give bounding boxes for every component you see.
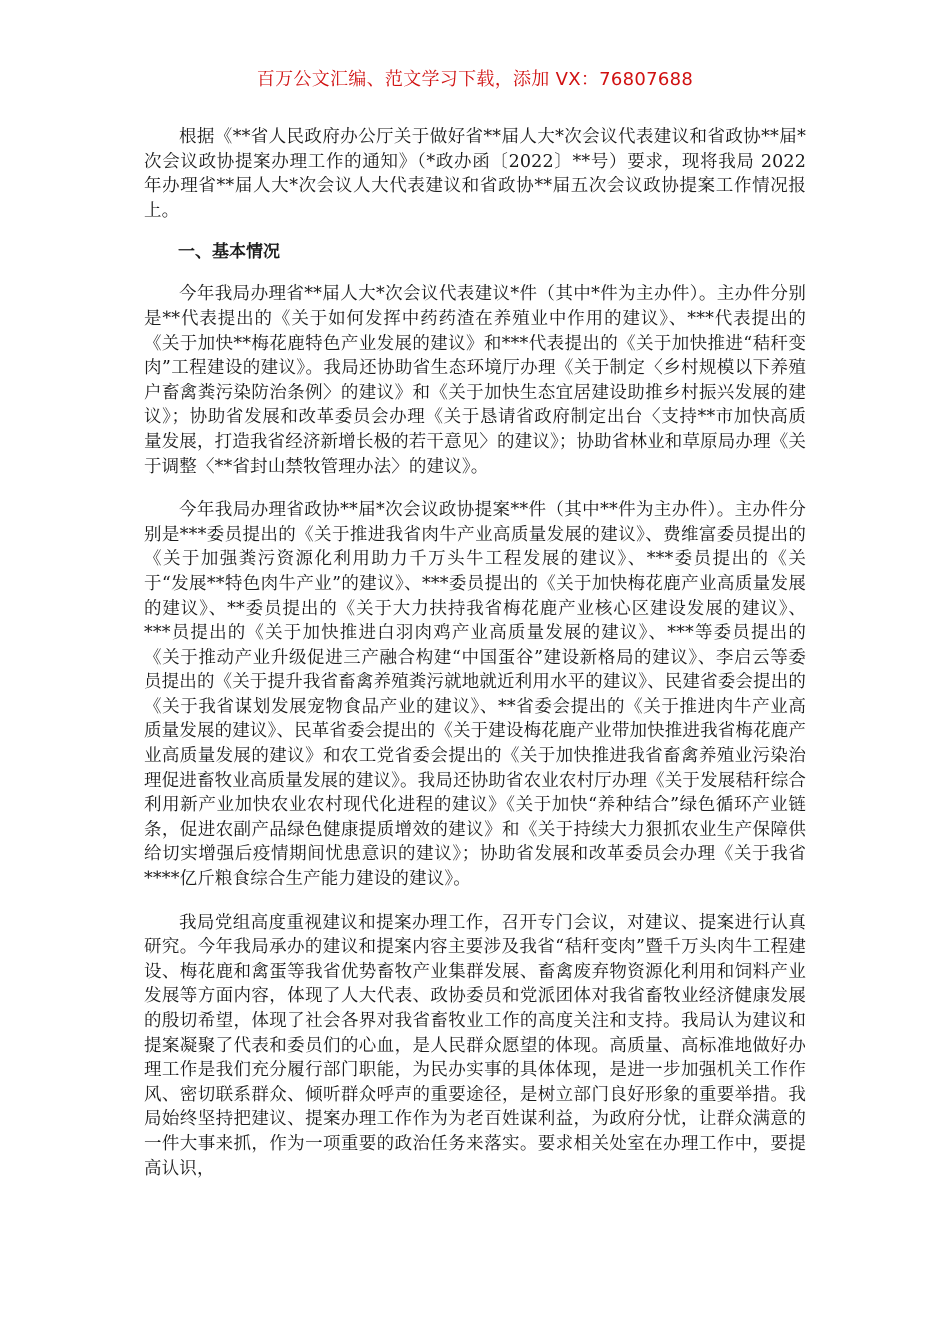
intro-paragraph: 根据《**省人民政府办公厅关于做好省**届人大*次会议代表建议和省政协**届*次会议政协提案办理工作的通知》（*政办函〔2022〕**号）要求，现将我局 2022 年办理省**届人大*次会议人大代表建议和省政协**届五次会议政协提案工作情况报上。	[144, 127, 806, 221]
document-body	[144, 125, 806, 1181]
watermark-banner: 百万公文汇编、范文学习下载，添加 VX：76807688	[256, 69, 694, 90]
section-heading: 一、基本情况	[178, 242, 280, 263]
paragraph-proposals-npc: 今年我局办理省**届人大*次会议代表建议*件（其中*件为主办件）。主办件分别是**代表提出的《关于如何发挥中药药渣在养殖业中作用的建议》、***代表提出的《关于加快**梅花鹿特色产业发展的建议》和***代表提出的《关于加快推进“秸秆变肉”工程建设的建议》。我局还协助省生态环境厅办理《关于制定〈乡村规模以下养殖户畜禽粪污染防治条例〉的建议》和《关于加快生态宜居建设助推乡村振兴发展的建议》；协助省发展和改革委员会办理《关于恳请省政府制定出台〈支持**市加快高质量发展，打造我省经济新增长极的若干意见〉的建议》；协助省林业和草原局办理《关于调整〈**省封山禁牧管理办法〉的建议》。	[144, 284, 806, 477]
paragraph-work-summary: 我局党组高度重视建议和提案办理工作，召开专门会议，对建议、提案进行认真研究。今年我局承办的建议和提案内容主要涉及我省“秸秆变肉”暨千万头肉牛工程建设、梅花鹿和禽蛋等我省优势畜牧产业集群发展、畜禽废弃物资源化利用和饲料产业发展等方面内容，体现了人大代表、政协委员和党派团体对我省畜牧业经济健康发展的殷切希望，体现了社会各界对我省畜牧业工作的高度关注和支持。我局认为建议和提案凝聚了代表和委员们的心血，是人民群众愿望的体现。高质量、高标准地做好办理工作是我们充分履行部门职能，为民办实事的具体体现，是进一步加强机关工作作风、密切联系群众、倾听群众呼声的重要途径，是树立部门良好形象的重要举措。我局始终坚持把建议、提案办理工作作为为老百姓谋利益，为政府分忧，让群众满意的一件大事来抓，作为一项重要的政治任务来落实。要求相关处室在办理工作中，要提高认识，	[144, 912, 806, 1179]
paragraph-proposals-cppcc: 今年我局办理省政协**届*次会议政协提案**件（其中**件为主办件）。主办件分别是***委员提出的《关于推进我省肉牛产业高质量发展的建议》、费维富委员提出的《关于加强粪污资源化利用助力千万头牛工程发展的建议》、***委员提出的《关于“发展**特色肉牛产业”的建议》、***委员提出的《关于加快梅花鹿产业高质量发展的建议》、**委员提出的《关于大力扶持我省梅花鹿产业核心区建设发展的建议》、***员提出的《关于加快推进白羽肉鸡产业高质量发展的建议》、***等委员提出的《关于推动产业升级促进三产融合构建“中国蛋谷”建设新格局的建议》、李启云等委员提出的《关于提升我省畜禽养殖粪污就地就近利用水平的建议》、民建省委会提出的《关于我省谋划发展宠物食品产业的建议》、**省委会提出的《关于推进肉牛产业高质量发展的建议》、民革省委会提出的《关于建设梅花鹿产业带加快推进我省梅花鹿产业高质量发展的建议》和农工党省委会提出的《关于加快推进我省畜禽养殖业污染治理促进畜牧业高质量发展的建议》。我局还协助省农业农村厅办理《关于发展秸秆综合利用新产业加快农业农村现代化进程的建议》《关于加快“养种结合”绿色循环产业链条，促进农副产品绿色健康提质增效的建议》和《关于持续大力狠抓农业生产保障供给切实增强后疫情期间忧患意识的建议》；协助省发展和改革委员会办理《关于我省****亿斤粮食综合生产能力建设的建议》。	[144, 500, 806, 890]
